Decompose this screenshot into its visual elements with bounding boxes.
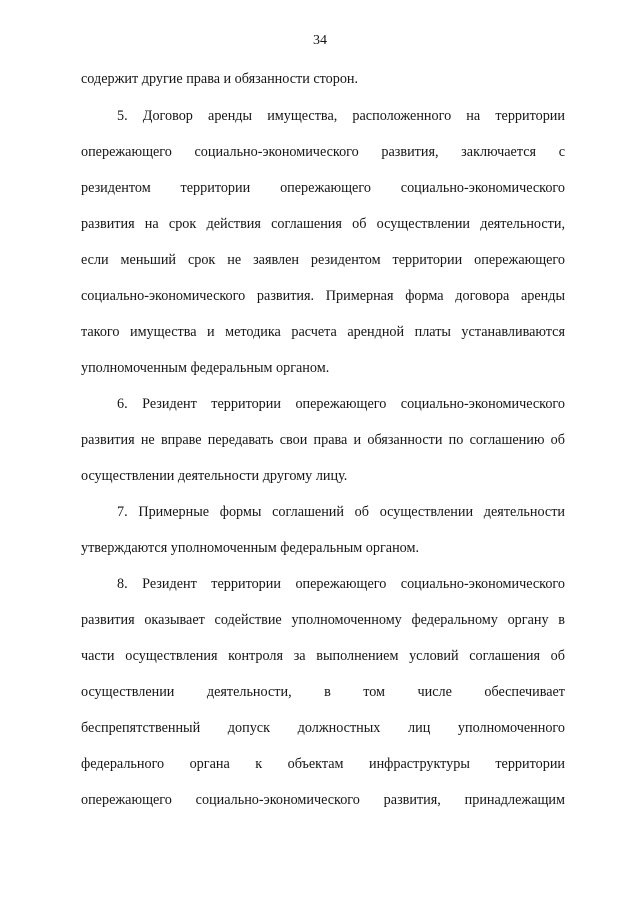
paragraph-6-line: 6. Резидент территории опережающего социально-экономического xyxy=(117,396,565,412)
paragraph-7-line: утверждаются уполномоченным федеральным органом. xyxy=(81,540,420,556)
paragraph-5-line: социально-экономического развития. Примерная форма договора аренды xyxy=(81,288,565,304)
paragraph-6-line: осуществлении деятельности другому лицу. xyxy=(81,468,348,484)
paragraph-5-line: резидентом территории опережающего социально-экономического xyxy=(81,180,565,196)
paragraph-8-line: 8. Резидент территории опережающего социально-экономического xyxy=(117,576,565,592)
page-number: 34 xyxy=(313,33,327,48)
text-line: содержит другие права и обязанности сторон. xyxy=(81,71,359,87)
paragraph-8-line: федерального органа к объектам инфраструктуры территории xyxy=(81,756,565,772)
paragraph-5-line: такого имущества и методика расчета арендной платы устанавливаются xyxy=(81,324,565,340)
paragraph-8-line: части осуществления контроля за выполнением условий соглашения об xyxy=(81,648,565,664)
paragraph-5-line: опережающего социально-экономического развития, заключается с xyxy=(81,144,565,160)
paragraph-8-line: опережающего социально-экономического развития, принадлежащим xyxy=(81,792,565,808)
paragraph-8-line: беспрепятственный допуск должностных лиц уполномоченного xyxy=(81,720,565,736)
paragraph-8-line: развития оказывает содействие уполномоченному федеральному органу в xyxy=(81,612,565,628)
paragraph-5-line: развития на срок действия соглашения об осуществлении деятельности, xyxy=(81,216,565,232)
paragraph-6-line: развития не вправе передавать свои права и обязанности по соглашению об xyxy=(81,432,565,448)
paragraph-8-line: осуществлении деятельности, в том числе обеспечивает xyxy=(81,684,565,700)
paragraph-5-line: уполномоченным федеральным органом. xyxy=(81,360,330,376)
paragraph-5-line: если меньший срок не заявлен резидентом территории опережающего xyxy=(81,252,565,268)
paragraph-7-line: 7. Примерные формы соглашений об осуществлении деятельности xyxy=(117,504,565,520)
paragraph-5-line: 5. Договор аренды имущества, расположенного на территории xyxy=(117,108,565,124)
